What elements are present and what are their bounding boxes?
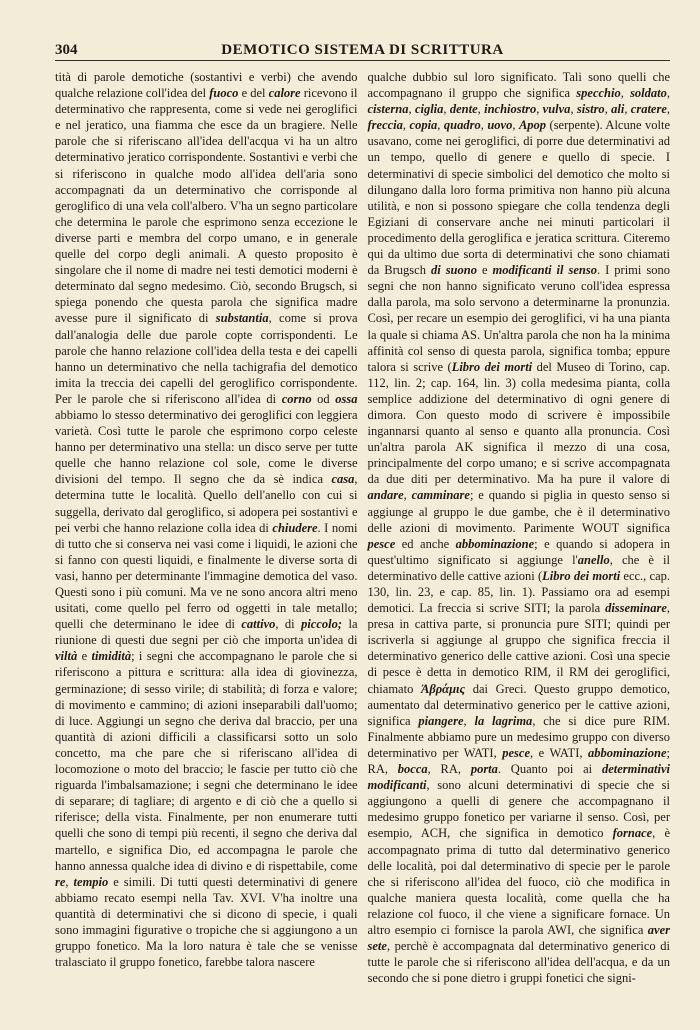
italic-term: piccolo;	[301, 617, 343, 632]
italic-term: ossa	[335, 391, 358, 406]
italic-term: cisterna	[367, 102, 409, 117]
text-run: ,	[403, 488, 412, 503]
text-run: ,	[437, 118, 444, 133]
text-run: ecc., cap. 130, lin. 23, e cap. 85, lin. 1). Passiamo ora ad esempi demotici. La freccia si scrive SITI; la parola	[367, 568, 671, 616]
italic-term: aver sete	[367, 922, 670, 954]
text-run: , che è il determinativo delle cattive azioni (	[367, 552, 670, 583]
italic-term: la lagrima	[474, 713, 533, 728]
italic-term: Ἀβράμις	[420, 681, 466, 696]
text-run: ; e quando si adopera in quest'ultimo significato si aggiunge l'	[367, 536, 670, 567]
text-run: , che si dice pure RIM. Finalmente abbiamo pure un medesimo gruppo con diverso determinativo per WATI,	[367, 713, 671, 760]
text-run: ; i segni che accompagnano le parole che si riferiscono a pittura e scrittura: alla idea di giovinezza, germinazione; di sesso virile; di stabilità; di forza e valore; di movimento e cammino; di azioni inseparabili dall'uomo; di luce. Aggiungi un segno che deriva dal braccio, per una quantità di azioni difficili a classificarsi sotto un solo concetto, ma che pare che si riferiscano all'idea di locomozione o moto del braccio; le fascie per tutto ciò che riguarda l'imbalsamazione; i segni che determinano le idee di separare; di tagliare; di argento e di ciò che a quello si riferisce; della vista. Finalmente, per non enumerare tutti quelli che sono di tempi più recenti, il segno che deriva dal martello, e significa Dio, ed accompagna le parole che hanno annessa qualche idea di divino e di rispettabile, come	[55, 649, 358, 873]
italic-term: bocca	[397, 762, 428, 777]
text-run: ,	[666, 86, 670, 101]
text-run: dai Greci. Questo gruppo demotico, aumentato dal determinativo generico per le cattive azioni, significa	[367, 681, 670, 728]
left-column-text	[55, 69, 358, 970]
page-number: 304	[55, 42, 78, 58]
italic-term: Apop	[518, 118, 547, 133]
italic-term: fornace	[612, 826, 653, 841]
italic-term: vulva	[542, 102, 571, 117]
text-run: , determina tutte le località. Quello dell'anello con cui si suggella, derivato dal geroglifico, si adopera pei sostantivi e pei verbi che hanno relazione colla idea di	[55, 472, 358, 535]
italic-term: specchio	[576, 86, 621, 101]
text-run: . I nomi di tutto che si conserva nei vasi come i liquidi, le azioni che si fanno con questi liquidi, e finalmente le diverse sorta di vasi, hanno per determinante l'immagine demotica del vaso. Questi sono i più comuni. Ma ve ne sono ancora altri meno usitati, come quello pel ferro od oggetti in tale metallo; quelli che determinano le idee di	[55, 520, 358, 632]
text-run: . Quanto poi ai	[497, 762, 602, 777]
italic-term: corno	[281, 391, 312, 406]
text-run: , di	[275, 617, 302, 632]
text-run: ,	[480, 118, 488, 133]
text-run: ,	[536, 102, 543, 117]
text-run: e	[476, 263, 493, 278]
italic-term: modificanti il senso	[492, 263, 597, 278]
italic-term: dente	[449, 102, 478, 117]
text-run: ,	[620, 86, 631, 101]
italic-term: disseminare	[605, 601, 667, 616]
text-run: e	[77, 649, 92, 664]
text-run: ,	[570, 102, 577, 117]
italic-term: calore	[268, 86, 301, 101]
text-run: , RA,	[427, 762, 471, 777]
right-column	[368, 69, 671, 986]
italic-term: timidità	[91, 649, 132, 664]
running-title: DEMOTICO SISTEMA DI SCRITTURA	[221, 42, 504, 58]
italic-term: uovo	[487, 118, 513, 133]
italic-term: quadro	[443, 118, 481, 133]
text-run: , sono alcuni determinativi di specie che si aggiungono a quelli di genere che accompagnano il medesimo gruppo fonetico per variarne il senso. Così, per esempio, ACH, che significa in demotico	[367, 778, 670, 841]
text-run: qualche dubbio sul loro significato. Tali sono quelli che accompagnano il gruppo che significa	[367, 70, 670, 101]
italic-term: di suono	[430, 263, 477, 278]
italic-term: camminare	[411, 488, 470, 503]
italic-term: fuoco	[209, 86, 239, 101]
text-run: ,	[604, 102, 612, 117]
italic-term: inchiostro	[484, 102, 537, 117]
text-run: , e WATI,	[530, 745, 589, 760]
text-run: del Museo di Torino, cap. 112, lin. 2; cap. 164, lin. 3) colla medesima pianta, colla semplice addizione del determinativo di ogni genere di dimora. Con questo modo di scrivere è impossibile ingannarsi quanto al senso e quanto alla pronuncia. Così un'altra parola AK significa il mezzo di una cosa, principalmente del corpo umano; e si scrive accompagnata da due diti per determinativo. Ma ha pure il valore di	[367, 359, 670, 487]
italic-term: tempio	[73, 874, 109, 889]
italic-term: anello	[577, 552, 610, 567]
italic-term: ali	[611, 102, 625, 117]
italic-term: copia	[409, 118, 438, 133]
text-run: e simili. Di tutti questi determinativi di genere abbiamo recato esempi nella Tav. XVI. V'ha inoltre una quantità di determinativi che si dicono di specie, i quali sono immagini figurative o tropiche che si aggiungono a un gruppo fonetico. Ma la loro natura è tale che se venisse tralasciato il gruppo fonetico, farebbe talora nascere	[55, 874, 358, 970]
italic-term: abbominazione	[588, 745, 667, 760]
italic-term: pesce	[367, 536, 396, 551]
text-run: e del	[238, 86, 269, 101]
italic-term: Libro dei morti	[542, 568, 621, 583]
text-run: (serpente). Alcune volte usavano, come nei geroglifici, di porre due determinativi ad un tempo, quello di genere e quello di specie. I determinativi di specie simbolici del demotico che molto si dilungano dalla loro forma primitiva non hanno più alcuna utilità, e non si possono spiegare che colla tendenza degli Egiziani di conservare anche nei minuti particolari il procedimento della geroglifica e jeratica scrittura. Citeremo qui da ultimo due sorta di determinativi che sono chiamati da Brugsch	[367, 118, 670, 278]
text-run: ,	[463, 713, 475, 728]
italic-term: cattivo	[241, 617, 276, 632]
italic-term: ciglia	[414, 102, 444, 117]
italic-term: chiudere	[272, 520, 318, 535]
italic-term: viltà	[55, 649, 78, 664]
italic-term: casa	[331, 472, 355, 487]
text-run: ,	[65, 874, 74, 889]
text-run: od	[311, 391, 336, 406]
page-header	[55, 40, 670, 61]
text-run: ,	[624, 102, 631, 117]
italic-term: substantia	[215, 311, 269, 326]
text-run: la riunione di questi due segni per ciò che importa un'idea di	[55, 617, 358, 648]
italic-term: sistro	[576, 102, 605, 117]
text-run: ; e quando si piglia in questo senso si aggiunge al gruppo le due gambe, che è il determinativo delle azioni di movimento. Parimente WOUT significa	[367, 488, 670, 535]
text-run: abbiamo lo stesso determinativo dei geroglifici con leggiera varietà. Così tutte le parole che esprimono corpo celeste hanno per determinativo una stella: un disco serve per tutte quelle che hanno relazione col sole, come le diverse divisioni del tempo. Il segno che da sè indica	[55, 407, 358, 487]
text-run: ; RA,	[367, 745, 670, 777]
italic-term: porta	[470, 762, 498, 777]
italic-term: Libro dei morti	[451, 359, 533, 374]
italic-term: re	[55, 874, 66, 889]
italic-term: piangere	[418, 713, 464, 728]
italic-term: pesce	[502, 745, 530, 760]
text-columns	[55, 69, 670, 986]
text-run: . I primi sono segni che non hanno significato veruno coll'idea espressa dalla parola, ma solo servono a determinarne la pronunzia. Così, per recare un esempio dei geroglifici, vi ha una pianta la quale si chiama AS. Un'altra parola che non ha la minima affinità col senso di questa parola, significa tomba; eppure talora si scrive (	[367, 263, 670, 374]
italic-term: determinativi modificanti	[367, 762, 670, 793]
text-run: , presa in cattiva parte, si pronuncia pure SITI; quindi per iscriverla si aggiunge al gruppo che significa freccia il determinativo generico delle cattive azioni. Così una specie di pesce è detta in demotico RIM, il RM dei geroglifici, chiamato	[367, 601, 670, 696]
text-run: ,	[477, 102, 485, 117]
text-run: tità di parole demotiche (sostantivi e verbi) che avendo qualche relazione coll'idea del	[55, 70, 358, 101]
text-run: ,	[443, 102, 450, 117]
text-run: , perchè è accompagnata dal determinativo generico di tutte le parole che si riferiscono all'idea dell'acqua, e da un secondo che si pone dietro i gruppi fonetici che signi-	[367, 939, 670, 986]
italic-term: andare	[367, 488, 404, 503]
italic-term: cratere	[630, 102, 667, 117]
text-run: ed anche	[395, 536, 456, 551]
italic-term: freccia	[367, 118, 403, 133]
italic-term: soldato	[630, 86, 667, 101]
text-run: ,	[408, 102, 415, 117]
text-run: ricevono il determinativo che rappresenta, come si vede nei geroglifici e nel jeratico, una fiamma che esce da un bragiere. Nelle parole che si riferiscano all'idea dell'acqua vi ha un altro determinativo jeratico corrispondente. Sostantivi e verbi che si riferiscono in qualche modo all'idea dell'aria sono accompagnati da un determinativo che corrisponde al geroglifico di una vela coll'albero. V'ha un segno particolare che determina le parole che esprimono senza eccezione le diverse parti e membra del corpo umano, e in generale quelle del corpo degli animali. A questo proposito è singolare che il nome di madre nei testi demotici moderni è determinato dal segno medesimo. Ciò, secondo Brugsch, si spiega ponendo che questa parola che significa madre avesse pure il significato di	[55, 86, 358, 326]
italic-term: abbominazione	[455, 536, 535, 551]
text-run: ,	[512, 118, 519, 133]
text-run: , come si prova dall'analogia delle due parole copte corrispondenti. Le parole che hanno relazione coll'idea della testa e dei capelli hanno un determinativo che nella tachigrafia del demotico imita la treccia dei capelli del geroglifico corrispondente. Per le parole che si riferiscono all'idea di	[55, 311, 358, 406]
text-run: ,	[666, 102, 671, 117]
right-column-text	[368, 69, 671, 986]
text-run: , è accompagnato prima di tutto dal determinativo generico delle località, poi dal determinativo di specie per le parole che si riferiscono all'idea del fuoco, ciò che modifica in qualche maniera questa località, come quella che ha relazione col fuoco, il che viene a significare fornace. Un altro esempio ci fornisce la parola AWI, che significa	[367, 826, 670, 937]
text-run: ,	[402, 118, 410, 133]
left-column	[55, 69, 358, 986]
